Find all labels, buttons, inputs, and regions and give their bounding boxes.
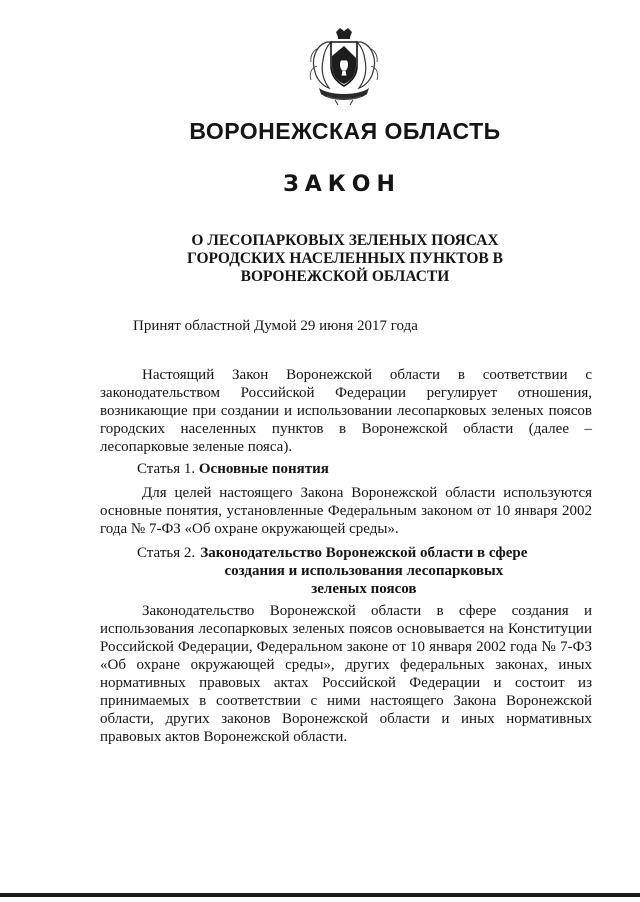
- article-1-text: Для целей настоящего Закона Воронежской области используются основные понятия, установленные Федеральным законом от 10 января 2002 года № 7-ФЗ «Об охране окружающей среды».: [100, 485, 592, 537]
- article-2-text: Законодательство Воронежской области в сфере создания и использования лесопарковых зеленых поясов основывается на Конституции Российской Федерации, Федеральном законе от 10 января 2002 года № 7-ФЗ «Об охране окружающей среды», других федеральных законах, иных нормативных правовых актах Российской Федерации и состоит из принимаемых в соответствии с ними настоящего Закона Воронежской области, других законов Воронежской области и иных нормативных правовых актов Воронежской области.: [100, 603, 592, 745]
- article-name: Законодательство Воронежской области в сфере создания и использования лесопарковых зеленых поясов: [200, 545, 528, 597]
- scan-edge-line: [0, 893, 640, 897]
- law-title-line: О ЛЕСОПАРКОВЫХ ЗЕЛЕНЫХ ПОЯСАХ: [191, 232, 499, 249]
- article-number: Статья 2.: [137, 545, 199, 561]
- article-name: Основные понятия: [198, 461, 329, 477]
- article-number: Статья 1.: [137, 461, 199, 477]
- coat-of-arms-icon: [305, 26, 383, 106]
- intro-paragraph: Настоящий Закон Воронежской области в соответствии с законодательством Российской Федерации регулирует отношения, возникающие при создании и использовании лесопарковых зеленых поясов городских населенных пунктов в Воронежской области (далее – лесопарковые зеленые пояса).: [100, 367, 592, 455]
- document-type: ЗАКОН: [283, 172, 401, 197]
- law-title: [150, 232, 540, 286]
- article-1-heading: [137, 460, 329, 478]
- article-2-heading: [137, 544, 529, 598]
- law-title-line: ВОРОНЕЖСКОЙ ОБЛАСТИ: [240, 268, 450, 285]
- adoption-date: Принят областной Думой 29 июня 2017 года: [133, 318, 418, 334]
- law-title-line: ГОРОДСКИХ НАСЕЛЕННЫХ ПУНКТОВ В: [187, 250, 503, 267]
- region-title: ВОРОНЕЖСКАЯ ОБЛАСТЬ: [189, 118, 501, 144]
